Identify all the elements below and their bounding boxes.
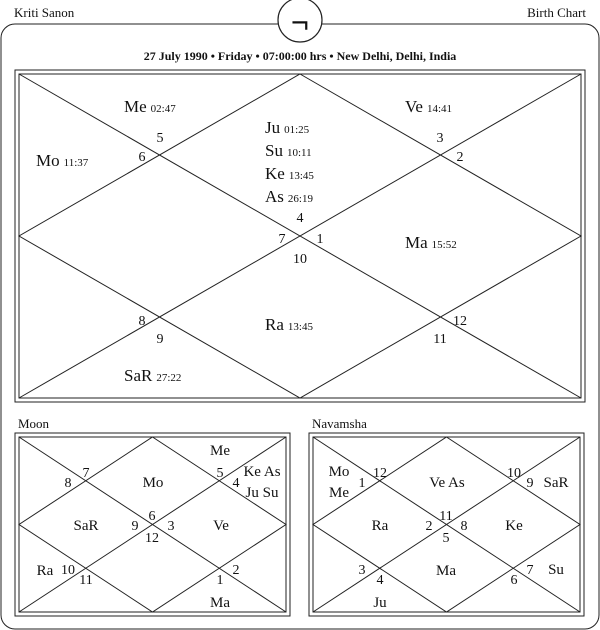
navamsha-chart-title: Navamsha [312,416,367,431]
chart-type-label: Birth Chart [527,5,586,20]
navamsha-house-number: 3 [358,563,366,578]
moon-planet-bottom-left: Ra [36,563,54,579]
navamsha-planet-me: Me [329,485,349,501]
planet-su: Su 10:11 [265,141,312,160]
navamsha-planet-bottom: Ma [436,563,456,579]
planet-ke: Ke 13:45 [265,164,314,183]
moon-house-number: 12 [145,531,159,546]
navamsha-house-number: 11 [439,509,453,524]
navamsha-house-number: 1 [358,476,366,491]
planet-ra: Ra 13:45 [265,315,313,334]
planet-mo: Mo 11:37 [36,151,89,170]
house-number-3: 7 [278,232,286,247]
navamsha-planet-mo: Mo [328,464,350,480]
moon-house-number: 9 [131,519,139,534]
moon-house-number: 3 [167,519,175,534]
navamsha-planet-right-top: SaR [543,475,569,491]
house-number-2: 1 [316,232,324,247]
house-number-5: 5 [156,131,164,146]
moon-planet-left: SaR [73,518,99,534]
house-number-8: 2 [456,150,464,165]
moon-planet-ke-as: Ke As [243,464,281,480]
navamsha-chart [309,416,584,616]
navamsha-house-number: 9 [526,476,534,491]
moon-house-number: 4 [232,476,240,491]
navamsha-house-number: 12 [373,466,387,481]
logo-glyph: ¬ [290,4,310,40]
planet-ju: Ju 01:25 [265,118,310,137]
moon-chart [15,416,290,616]
navamsha-house-number: 7 [526,563,534,578]
planet-sar: SaR 27:22 [124,366,182,385]
house-number-12: 11 [433,332,447,347]
navamsha-house-number: 5 [442,531,450,546]
house-number-1: 4 [296,211,304,226]
house-number-7: 3 [436,131,444,146]
moon-house-number: 8 [64,476,72,491]
moon-chart-title: Moon [18,416,50,431]
planet-as: As 26:19 [265,187,313,206]
planet-me: Me 02:47 [124,97,176,116]
person-name: Kriti Sanon [14,5,75,20]
moon-house-number: 5 [216,466,224,481]
moon-planet-top: Mo [142,475,164,491]
navamsha-house-number: 4 [376,573,384,588]
moon-planet-bottom: Ma [210,595,230,611]
navamsha-planet-left: Ra [371,518,389,534]
house-number-9: 8 [138,314,146,329]
navamsha-planet-top: Ve As [429,475,465,491]
moon-house-number: 1 [216,573,224,588]
logo-badge [278,0,322,42]
birth-details: 27 July 1990 • Friday • 07:00:00 hrs • New Delhi, Delhi, India [143,49,457,63]
moon-house-number: 2 [232,563,240,578]
house-number-10: 9 [156,332,164,347]
moon-house-number: 11 [79,573,93,588]
moon-house-number: 7 [82,466,90,481]
house-number-11: 12 [453,314,467,329]
moon-house-number: 6 [148,509,156,524]
navamsha-planet-bottom-left: Ju [373,595,387,611]
navamsha-house-number: 8 [460,519,468,534]
planet-ma: Ma 15:52 [405,233,457,252]
birth-chart [15,70,585,402]
navamsha-house-number: 10 [507,466,521,481]
navamsha-house-number: 6 [510,573,518,588]
house-number-6: 6 [138,150,146,165]
moon-planet-ju-su: Ju Su [245,485,279,501]
moon-planet-right: Ve [213,518,229,534]
navamsha-house-number: 2 [425,519,433,534]
navamsha-planet-bottom-right: Su [548,562,564,578]
house-number-4: 10 [293,252,307,267]
planet-ve: Ve 14:41 [405,97,453,116]
moon-house-number: 10 [61,563,75,578]
navamsha-planet-right: Ke [505,518,523,534]
moon-planet-upper: Me [210,443,230,459]
